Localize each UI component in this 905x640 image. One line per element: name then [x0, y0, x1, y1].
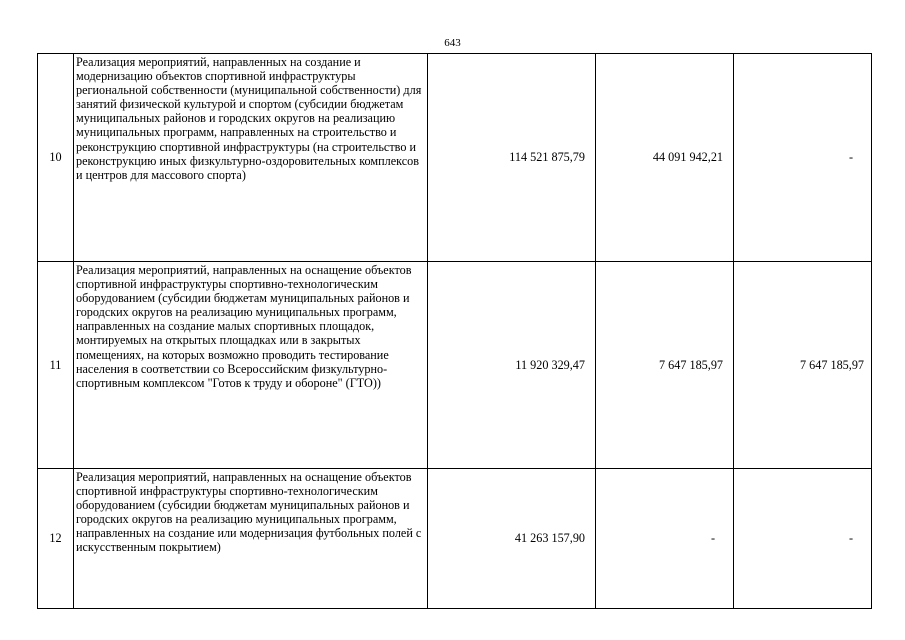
amount-cell: 7 647 185,97 — [734, 262, 872, 469]
row-description: Реализация мероприятий, направленных на оснащение объектов спортивной инфраструктуры спортивно-технологическим оборудованием (субсидии бюджетам муниципальных районов и городских округов на реализацию муниципальных программ, направленных на создание малых спортивных площадок, монтируемых на открытых площадках или в закрытых помещениях, на которых возможно проводить тестирование населения в соответствии со Всероссийским физкультурно-спортивным комплексом "Готов к труду и обороне" (ГТО)) — [74, 262, 428, 469]
amount-cell: - — [734, 54, 872, 262]
row-number: 11 — [38, 262, 74, 469]
row-description: Реализация мероприятий, направленных на создание и модернизацию объектов спортивной инфраструктуры региональной собственности (муниципальной собственности) для занятий физической культурой и спортом (субсидии бюджетам муниципальных районов и городских округов на реализацию муниципальных программ, направленных на строительство и реконструкцию спортивной инфраструктуры (на строительство и реконструкцию иных физкультурно-оздоровительных комплексов и центров для массового спорта) — [74, 54, 428, 262]
table-row — [38, 54, 872, 262]
amount-cell: 44 091 942,21 — [596, 54, 734, 262]
row-number: 12 — [38, 469, 74, 609]
amount-cell: - — [734, 469, 872, 609]
table-row — [38, 469, 872, 609]
table-row — [38, 262, 872, 469]
row-number: 10 — [38, 54, 74, 262]
amount-cell: 41 263 157,90 — [428, 469, 596, 609]
page-number: 643 — [444, 37, 461, 49]
amount-cell: 114 521 875,79 — [428, 54, 596, 262]
amount-cell: 7 647 185,97 — [596, 262, 734, 469]
amount-cell: - — [596, 469, 734, 609]
row-description: Реализация мероприятий, направленных на оснащение объектов спортивной инфраструктуры спортивно-технологическим оборудованием (субсидии бюджетам муниципальных районов и городских округов на реализацию муниципальных программ, направленных на создание или модернизация футбольных полей с искусственным покрытием) — [74, 469, 428, 609]
amount-cell: 11 920 329,47 — [428, 262, 596, 469]
budget-table — [37, 53, 872, 609]
